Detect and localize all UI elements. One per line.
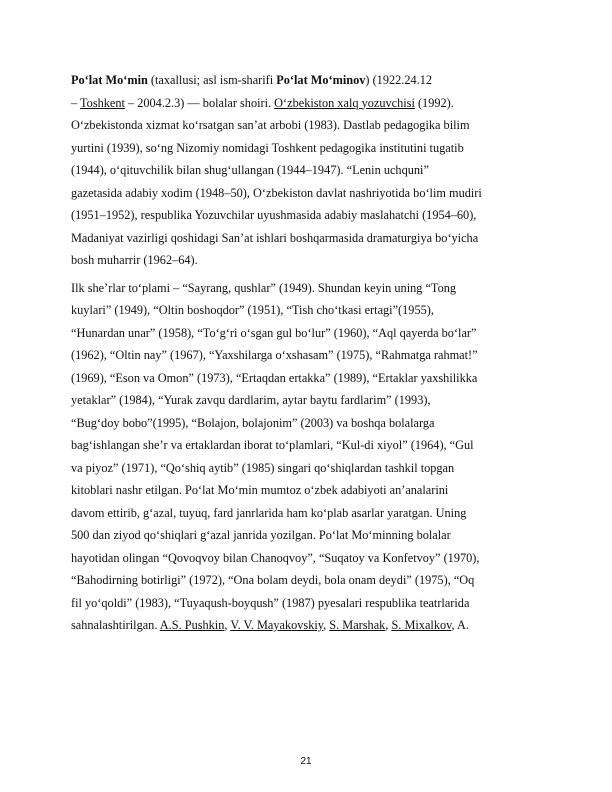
mayakovskiy-link[interactable]: V. V. Mayakovskiy (230, 618, 324, 632)
text-line: yetaklar” (1984), “Yurak zavqu dardlarim, aytar baytu fardlarim” (1993), (71, 393, 431, 407)
text-line: (1951–1952), respublika Yozuvchilar uyushmasida adabiy maslahatchi (1954–60), (71, 208, 477, 222)
text-line: 500 dan ziyod qoʻshiqlari gʻazal janrida yozilgan. Poʻlat Moʻminning bolalar (71, 528, 451, 542)
xalq-yozuvchisi-link[interactable]: Oʻzbekiston xalq yozuvchisi (274, 95, 415, 110)
text-line: “Bahodirning botirligi” (1972), “Ona bolam deydi, bola onam deydi” (1975), “Oq (71, 573, 475, 587)
paragraph-works (71, 277, 546, 637)
text-line: (1944), oʻqituvchilik bilan shugʻullangan (1944–1947). “Lenin uchquni” (71, 163, 429, 177)
text-line: “Hunardan unar” (1958), “Toʻgʻri oʻsgan gul boʻlur” (1960), “Aql qayerda boʻlar” (71, 325, 477, 340)
page-number: 21 (300, 756, 312, 767)
text-line: Ilk sheʼrlar toʻplami – “Sayrang, qushlar” (1949). Shundan keyin uning “Tong (71, 280, 457, 295)
text-line: (1962), “Oltin nay” (1967), “Yaxshilarga oʻxshasam” (1975), “Rahmatga rahmat!” (71, 348, 478, 362)
text-line: Poʻlat Moʻmin (taxallusi; asl ism-sharifi Poʻlat Moʻminov) (1922.24.12 (71, 73, 433, 87)
text-line: – Toshkent – 2004.2.3) — bolalar shoiri. Oʻzbekiston xalq yozuvchisi (1992). (71, 95, 454, 110)
text-line: gazetasida adabiy xodim (1948–50), Oʻzbekiston davlat nashriyotida boʻlim mudiri (71, 185, 482, 200)
marshak-link[interactable]: S. Marshak (329, 618, 386, 632)
author-real-name: Poʻlat Moʻminov (276, 73, 366, 87)
text-line: davom ettirib, gʻazal, tuyuq, fard janrlarida ham koʻplab asarlar yaratgan. Uning (71, 505, 467, 520)
text-line: bosh muharrir (1962–64). (71, 253, 198, 267)
text-line: bagʻishlangan sheʼr va ertaklardan iborat toʻplamlari, “Kul-di xiyol” (1964), “Gul (71, 438, 474, 452)
paragraph-biography (71, 69, 546, 272)
text-line: sahnalashtirilgan. A.S. Pushkin, V. V. Mayakovskiy, S. Marshak, S. Mixalkov, A. (71, 618, 469, 632)
toshkent-link[interactable]: Toshkent (80, 95, 125, 110)
text-line: kuylari” (1949), “Oltin boshoqdor” (1951), “Tish choʻtkasi ertagi”(1955), (71, 303, 434, 317)
text-line: kitoblari nashr etilgan. Poʻlat Moʻmin mumtoz oʻzbek adabiyoti anʼanalarini (71, 483, 449, 497)
text-line: “Bugʻdoy bobo”(1995), “Bolajon, bolajonim” (2003) va boshqa bolalarga (71, 415, 435, 430)
text-line: va piyoz” (1971), “Qoʻshiq aytib” (1985) singari qoʻshiqlardan tashkil topgan (71, 460, 455, 475)
author-name: Poʻlat Moʻmin (71, 73, 148, 87)
text-line: fil yoʻqoldi” (1983), “Tuyaqush-boyqush” (1987) pyesalari respublika teatrlarida (71, 595, 470, 610)
pushkin-link[interactable]: A.S. Pushkin (159, 618, 225, 632)
text-line: Oʻzbekistonda xizmat koʻrsatgan sanʼat arbobi (1983). Dastlab pedagogika bilim (71, 118, 470, 132)
text-line: (1969), “Eson va Omon” (1973), “Ertaqdan ertakka” (1989), “Ertaklar yaxshilikka (71, 370, 478, 385)
text-line: Madaniyat vazirligi qoshidagi Sanʼat ishlari boshqarmasida dramaturgiya boʻyicha (71, 230, 479, 245)
mixalkov-link[interactable]: S. Mixalkov (391, 618, 452, 632)
document-body (71, 69, 546, 637)
text-line: hayotidan olingan “Qovoqvoy bilan Chanoqvoy”, “Suqatoy va Konfetvoy” (1970), (71, 550, 480, 565)
text-line: yurtini (1939), soʻng Nizomiy nomidagi Toshkent pedagogika institutini tugatib (71, 140, 464, 155)
